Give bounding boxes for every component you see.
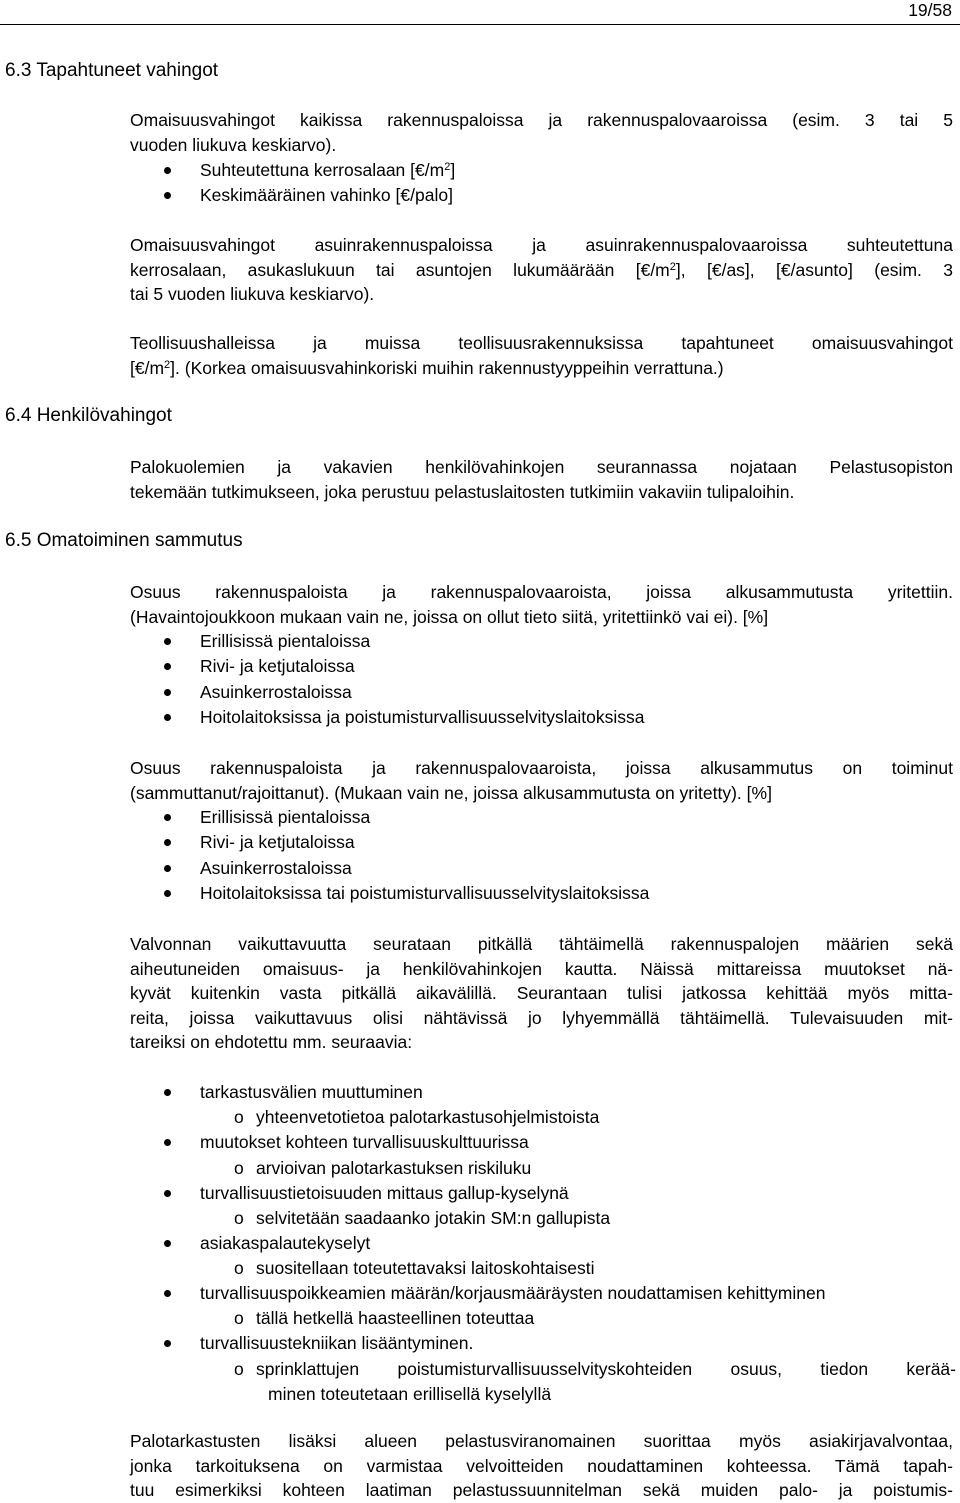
page-number: 19/58: [908, 0, 952, 20]
text-line: Osuus rakennuspaloista ja rakennuspalovaaroista, joissa alkusammutus on toiminut: [130, 758, 953, 778]
superscript: 2: [164, 358, 171, 371]
sub-marker: o: [234, 1207, 244, 1228]
section-heading-6-4: 6.4 Henkilövahingot: [5, 405, 172, 426]
text-line: (Havaintojoukkoon mukaan vain ne, joissa on ollut tieto siitä, yritettiinkö vai ei). [%]: [130, 606, 769, 627]
building-type-list-succeeded: [130, 805, 953, 906]
sub-item: [130, 1306, 953, 1331]
measure-label: turvallisuustekniikan lisääntyminen.: [200, 1333, 474, 1354]
list-item: Rivi- ja ketjutaloissa: [130, 654, 953, 679]
paragraph-personal-injuries: [130, 455, 953, 504]
paragraph-document-supervision: [130, 1429, 953, 1503]
text-line: Teollisuushalleissa ja muissa teollisuusrakennuksissa tapahtuneet omaisuusvahingot: [130, 333, 953, 353]
measure-item: [130, 1181, 953, 1206]
measure-label: turvallisuuspoikkeamien määrän/korjausmääräysten noudattamisen kehittyminen: [200, 1283, 826, 1304]
measure-subitem: [130, 1306, 953, 1331]
superscript: 2: [444, 161, 451, 173]
sub-marker: o: [234, 1358, 244, 1379]
list-item: Hoitolaitoksissa ja poistumisturvallisuusselvityslaitoksissa: [130, 705, 953, 730]
sub-item-text: arvioivan palotarkastuksen riskiluku: [256, 1157, 532, 1178]
sub-item-text: selvitetään saadaanko jotakin SM:n gallupista: [256, 1207, 611, 1228]
text-line: sprinklattujen poistumisturvallisuusselvityskohteiden osuus, tiedon kerää-: [256, 1358, 956, 1379]
sub-marker: o: [234, 1258, 244, 1279]
paragraph-extinguishing-attempted: [130, 580, 953, 730]
sub-marker: o: [234, 1157, 244, 1178]
paragraph-residential-damage: [130, 233, 953, 307]
measure-subitem: [130, 1105, 953, 1130]
list-item-text: Suhteutettuna kerrosalaan [€/m: [200, 160, 445, 180]
measure-subitem: [130, 1256, 953, 1281]
measure-item: [130, 1130, 953, 1155]
sub-item: [130, 1256, 953, 1281]
property-damage-list: [130, 158, 953, 209]
sub-item: [130, 1206, 953, 1231]
text-line: tai 5 vuoden liukuva keskiarvo).: [130, 284, 375, 304]
list-item: Erillisissä pientaloissa: [130, 629, 953, 654]
paragraph-supervision-effectiveness: [130, 932, 953, 1055]
sub-item-text: yhteenvetotietoa palotarkastusohjelmistoista: [256, 1107, 600, 1128]
paragraph-extinguishing-succeeded: [130, 756, 953, 906]
text-line: jonka tarkoituksena on varmistaa velvoitteiden noudattaminen kohteessa. Tämä tapah-: [130, 1455, 953, 1476]
paragraph-industrial-damage: [130, 331, 953, 380]
text-line: Palotarkastusten lisäksi alueen pelastusviranomainen suorittaa myös asiakirjavalvontaa,: [130, 1431, 953, 1451]
list-item: Hoitolaitoksissa tai poistumisturvallisuusselvityslaitoksissa: [130, 881, 953, 906]
text-line: vuoden liukuva keskiarvo).: [130, 134, 337, 155]
text-line: minen toteutetaan erillisellä kyselyllä: [268, 1383, 552, 1404]
measure-label: tarkastusvälien muuttuminen: [200, 1082, 423, 1102]
sub-marker: o: [234, 1308, 244, 1329]
list-item: Asuinkerrostaloissa: [130, 680, 953, 705]
text-line: tareiksi on ehdotettu mm. seuraavia:: [130, 1032, 413, 1052]
measure-subitem: [130, 1156, 953, 1181]
sub-item: [130, 1156, 953, 1181]
text-line: [130, 356, 953, 381]
text-line: Omaisuusvahingot asuinrakennuspaloissa ja asuinrakennuspalovaaroissa suhteutettuna: [130, 235, 953, 255]
measure-label: muutokset kohteen turvallisuuskulttuurissa: [200, 1132, 529, 1153]
section-heading-6-5: 6.5 Omatoiminen sammutus: [5, 530, 243, 551]
proposed-measures-list: [130, 1080, 956, 1407]
building-type-list-attempted: [130, 629, 953, 730]
text-line: tekemään tutkimukseen, joka perustuu pelastuslaitosten tutkimiin vakaviin tulipaloihin.: [130, 481, 795, 502]
text-line: aiheutuneiden omaisuus- ja henkilövahinkojen kautta. Näissä mittareissa muutokset nä-: [130, 958, 953, 979]
list-item: Asuinkerrostaloissa: [130, 856, 953, 881]
text-line: Osuus rakennuspaloista ja rakennuspalovaaroista, joissa alkusammutusta yritettiin.: [130, 582, 953, 602]
text-line: kyvät kuitenkin vasta pitkällä aikavälillä. Seurantaan tulisi jatkossa kehittää myös mitta-: [130, 983, 953, 1003]
sub-item-text: tällä hetkellä haasteellinen toteuttaa: [256, 1308, 535, 1329]
text-line: [130, 258, 953, 283]
header-rule: [0, 24, 960, 25]
text-span: [€/m: [130, 357, 165, 378]
measure-item: [130, 1080, 953, 1105]
section-heading-6-3: 6.3 Tapahtuneet vahingot: [5, 60, 219, 81]
measure-subitem: [130, 1357, 956, 1407]
measure-item: [130, 1281, 953, 1306]
list-item: Erillisissä pientaloissa: [130, 805, 953, 830]
measure-subitem: [130, 1206, 953, 1231]
text-line: Omaisuusvahingot kaikissa rakennuspaloissa ja rakennuspalovaaroissa (esim. 3 tai 5: [130, 110, 953, 130]
text-span: ]. (Korkea omaisuusvahinkoriski muihin rakennustyyppeihin verrattuna.): [170, 357, 724, 378]
list-item: [130, 158, 953, 183]
sub-item: [130, 1105, 953, 1130]
text-line: Valvonnan vaikuttavuutta seurataan pitkällä tähtäimellä rakennuspalojen määrien sekä: [130, 934, 953, 954]
sub-item-text: [256, 1357, 956, 1407]
text-line: tuu esimerkiksi kohteen laatiman pelastussuunnitelman sekä muiden palo- ja poistumis-: [130, 1480, 953, 1500]
list-item: Keskimääräinen vahinko [€/palo]: [130, 183, 953, 208]
measure-label: turvallisuustietoisuuden mittaus gallup-kyselynä: [200, 1182, 569, 1203]
text-span: ], [€/as], [€/asunto] (esim. 3: [675, 259, 953, 280]
sub-item: [130, 1357, 956, 1407]
measure-item: [130, 1231, 953, 1256]
paragraph-property-damage: [130, 108, 953, 157]
text-line: reita, joissa vaikuttavuus olisi nähtävissä jo lyhyemmällä tähtäimellä. Tulevaisuuden mit-: [130, 1007, 953, 1028]
measure-label: asiakaspalautekyselyt: [200, 1232, 371, 1253]
text-span: kerrosalaan, asukaslukuun tai asuntojen lukumäärään [€/m: [130, 259, 670, 280]
sub-marker: o: [234, 1107, 244, 1128]
sub-item-text: suositellaan toteutettavaksi laitoskohtaisesti: [256, 1258, 595, 1279]
text-line: Palokuolemien ja vakavien henkilövahinkojen seurannassa nojataan Pelastusopiston: [130, 457, 953, 477]
superscript: 2: [669, 260, 676, 273]
measure-item: [130, 1331, 953, 1356]
text-line: (sammuttanut/rajoittanut). (Mukaan vain ne, joissa alkusammutusta on yritetty). [%]: [130, 782, 772, 803]
list-item: Rivi- ja ketjutaloissa: [130, 830, 953, 855]
list-item-text: ]: [450, 160, 456, 180]
